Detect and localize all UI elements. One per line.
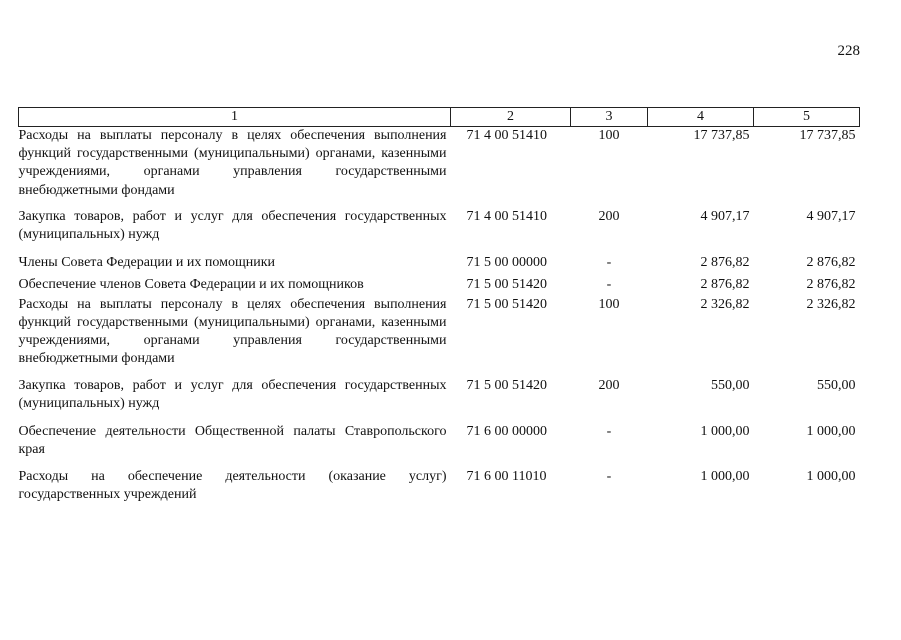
row-name: Расходы на выплаты персоналу в целях обеспечения выполнения функций государственными (муниципальными) органами, казенными учреждениями, органами управления государственными внебюджетными фондами [18, 128, 447, 198]
table-row [19, 468, 860, 508]
row-sum-2: 2 876,82 [806, 276, 856, 292]
row-code: 71 5 00 51420 [466, 296, 547, 312]
header-row [19, 108, 860, 127]
row-vr: - [606, 468, 612, 484]
row-name: Закупка товаров, работ и услуг для обеспечения государственных (муниципальных) нужд [18, 208, 447, 242]
row-vr: 100 [598, 128, 620, 143]
row-sum-2: 1 000,00 [806, 423, 856, 439]
row-code: 71 5 00 51420 [466, 276, 547, 292]
row-name: Расходы на обеспечение деятельности (оказание услуг) государственных учреждений [18, 468, 447, 502]
table-row [19, 208, 860, 254]
row-sum-1: 2 876,82 [700, 276, 750, 292]
table-row [19, 296, 860, 377]
budget-table [18, 107, 860, 508]
row-sum-2: 2 326,82 [806, 296, 856, 312]
table-row [19, 127, 860, 208]
row-vr: - [606, 423, 612, 439]
row-name: Расходы на выплаты персоналу в целях обеспечения выполнения функций государственными (муниципальными) органами, казенными учреждениями, органами управления государственными внебюджетными фондами [18, 296, 447, 367]
row-code: 71 6 00 00000 [466, 423, 547, 439]
row-name: Члены Совета Федерации и их помощники [18, 254, 276, 270]
table-row [19, 377, 860, 423]
header-col-1: 1 [19, 108, 451, 127]
row-sum-2: 17 737,85 [799, 128, 856, 143]
header-col-2: 2 [451, 108, 571, 127]
header-col-4: 4 [648, 108, 754, 127]
row-name: Обеспечение деятельности Общественной палаты Ставропольского края [18, 423, 447, 457]
row-sum-1: 2 876,82 [700, 254, 750, 270]
header-col-5: 5 [754, 108, 860, 127]
page-number: 228 [837, 43, 860, 59]
table-row [19, 254, 860, 276]
row-vr: - [606, 254, 612, 270]
row-code: 71 4 00 51410 [466, 128, 547, 143]
row-name: Закупка товаров, работ и услуг для обеспечения государственных (муниципальных) нужд [18, 377, 447, 411]
table-row [19, 423, 860, 468]
row-sum-1: 4 907,17 [700, 208, 750, 224]
row-code: 71 5 00 00000 [466, 254, 547, 270]
row-vr: - [606, 276, 612, 292]
row-vr: 100 [598, 296, 620, 312]
row-sum-2: 550,00 [817, 377, 856, 393]
table-row [19, 276, 860, 296]
row-name: Обеспечение членов Совета Федерации и их помощников [18, 276, 364, 292]
row-sum-1: 1 000,00 [700, 423, 750, 439]
row-sum-2: 2 876,82 [806, 254, 856, 270]
row-sum-2: 1 000,00 [806, 468, 856, 484]
row-sum-1: 550,00 [711, 377, 750, 393]
row-sum-1: 17 737,85 [693, 128, 750, 143]
row-code: 71 4 00 51410 [466, 208, 547, 224]
row-sum-2: 4 907,17 [806, 208, 856, 224]
row-vr: 200 [598, 377, 620, 393]
row-vr: 200 [598, 208, 620, 224]
header-col-3: 3 [571, 108, 648, 127]
row-code: 71 6 00 11010 [466, 468, 547, 484]
row-sum-1: 1 000,00 [700, 468, 750, 484]
row-sum-1: 2 326,82 [700, 296, 750, 312]
row-code: 71 5 00 51420 [466, 377, 547, 393]
